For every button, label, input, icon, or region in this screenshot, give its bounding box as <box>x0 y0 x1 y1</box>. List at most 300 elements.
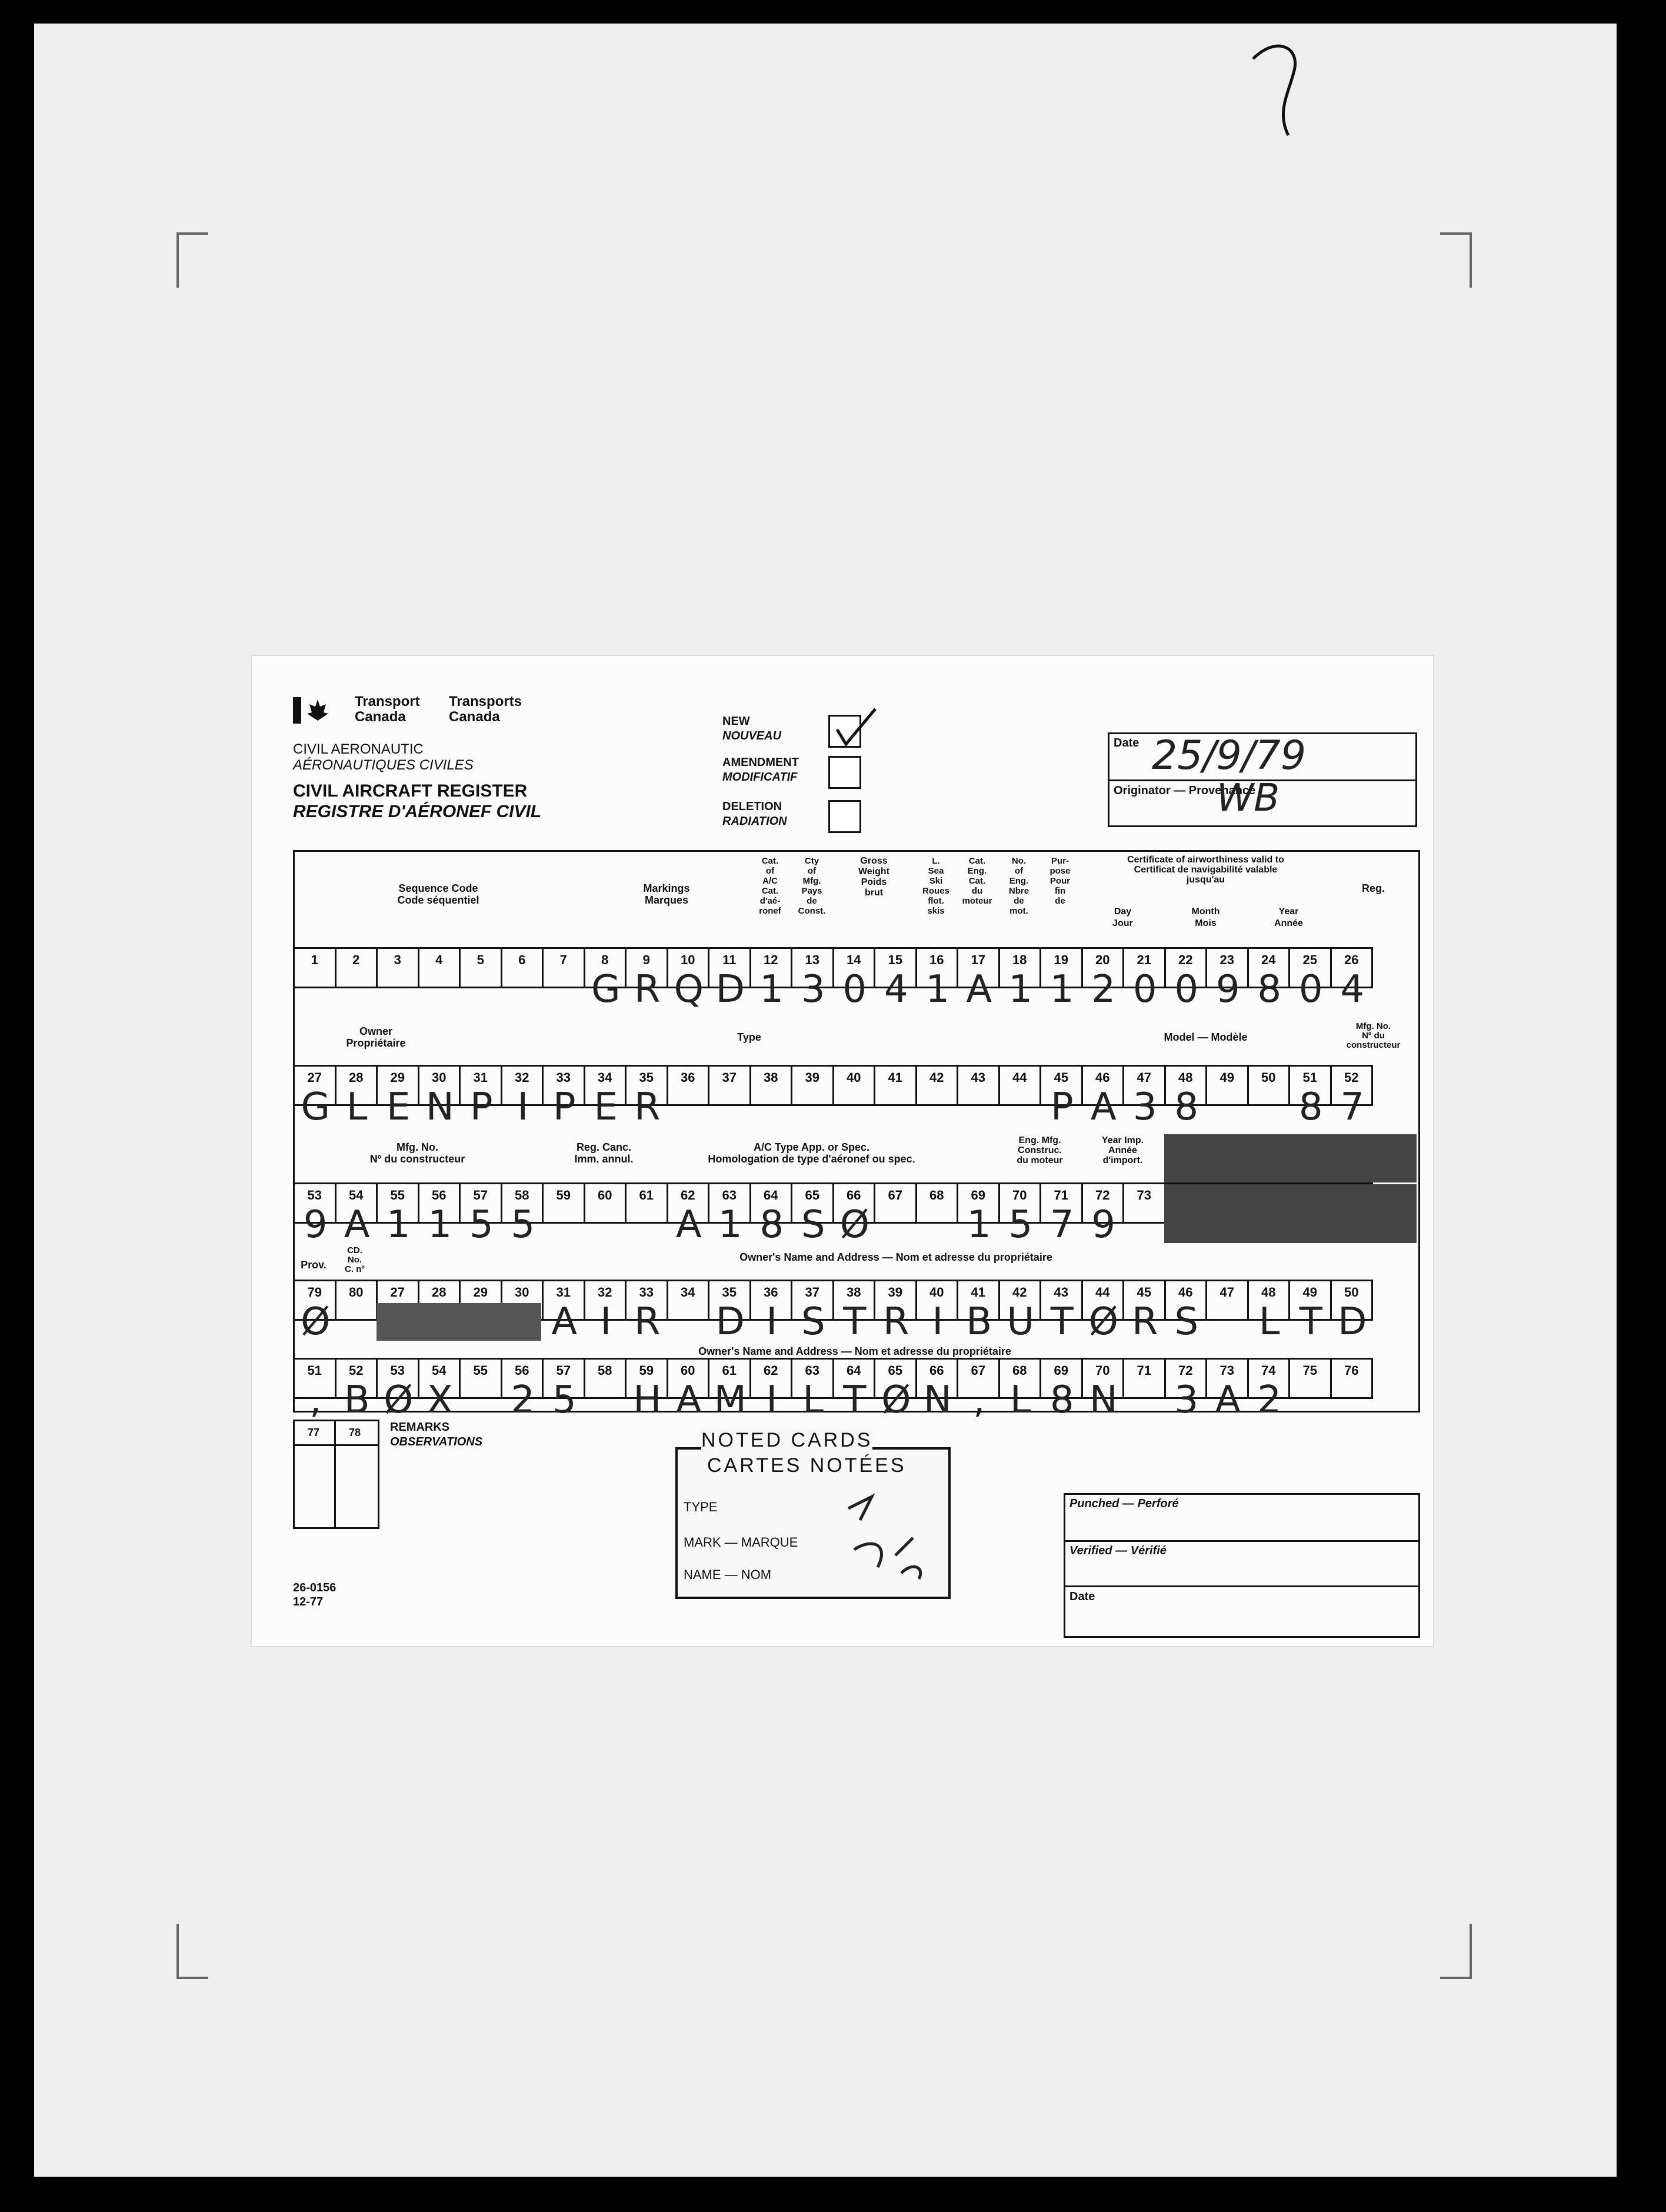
eng-mfg-header: Eng. Mfg. Construc. du moteur <box>1017 1135 1063 1165</box>
new-label: NEW <box>722 715 750 728</box>
amendment-checkbox[interactable] <box>828 756 861 789</box>
row1-cell-value[interactable] <box>544 970 585 1010</box>
row1-cell-value[interactable]: 4 <box>1340 968 1365 1011</box>
row2-cell-value[interactable]: 3 <box>1132 1085 1157 1129</box>
row4-cell-value[interactable]: T <box>1050 1300 1074 1344</box>
canada-flag-icon <box>293 697 334 724</box>
divider <box>1064 1585 1418 1587</box>
row5-cell-value[interactable]: Ø <box>384 1378 414 1422</box>
row3-column-number: 66 <box>834 1184 876 1222</box>
sequence-code-header: Sequence Code Code séquentiel <box>397 882 479 906</box>
row4-column-number: 36 <box>751 1281 793 1319</box>
date-value[interactable]: 25/9/79 <box>1152 732 1307 779</box>
row4-column-number: 35 <box>709 1281 751 1319</box>
row1-cell-value[interactable]: 0 <box>1132 968 1157 1011</box>
row3-cell-value[interactable] <box>917 1205 959 1245</box>
row3-cell-value[interactable]: 5 <box>1008 1203 1033 1247</box>
row1-cell-value[interactable]: 8 <box>1257 968 1282 1011</box>
row4-cell-value[interactable]: S <box>801 1300 825 1344</box>
deletion-label-fr: RADIATION <box>722 815 787 828</box>
row4-cell-value[interactable]: R <box>634 1300 661 1344</box>
row5-column-number: 62 <box>751 1360 793 1397</box>
row4-column-number: 79 <box>295 1281 336 1319</box>
row4-cell-value[interactable]: D <box>715 1300 745 1344</box>
row2-column-number: 36 <box>668 1067 710 1104</box>
lsea-ski-header: L. Sea Ski Roues flot. skis <box>922 856 949 916</box>
cty-mfg-header: Cty of Mfg. Pays de Const. <box>798 856 826 916</box>
row3-column-number: 65 <box>792 1184 834 1222</box>
crop-mark-bottom-right <box>1440 1924 1472 1979</box>
row4-cell-value[interactable]: L <box>1258 1300 1280 1344</box>
row1-cell-value[interactable]: G <box>591 968 621 1011</box>
row5-column-number: 66 <box>917 1360 959 1397</box>
row1-cell-value[interactable]: R <box>634 968 661 1011</box>
row1-cell-value[interactable]: Q <box>674 968 704 1011</box>
row5-column-number: 64 <box>834 1360 876 1397</box>
checkmark-icon <box>831 703 878 750</box>
row3-cell-value[interactable]: S <box>801 1203 825 1247</box>
row5-cell-value[interactable]: H <box>633 1378 662 1422</box>
month-header: Month Mois <box>1191 907 1220 928</box>
row2-values <box>295 1087 1373 1127</box>
row5-cell-value[interactable]: 5 <box>552 1378 577 1422</box>
row5-cell-value[interactable]: L <box>1009 1378 1031 1422</box>
processing-date-label: Date <box>1069 1590 1095 1603</box>
markings-header: Markings Marques <box>643 882 690 906</box>
row4-column-number: 31 <box>544 1281 585 1319</box>
row2-column-number: 28 <box>336 1067 378 1104</box>
row1-cell-value[interactable]: 1 <box>759 968 784 1011</box>
stamp-type-label: TYPE <box>684 1500 718 1514</box>
dept-en: CIVIL AERONAUTIC <box>293 741 424 757</box>
row1-column-number: 22 <box>1166 949 1208 987</box>
row2-column-number: 40 <box>834 1067 876 1104</box>
row5-cell-value[interactable]: B <box>344 1378 370 1422</box>
row3-cell-value[interactable]: 1 <box>718 1203 742 1247</box>
row1-column-number: 14 <box>834 949 876 987</box>
row4-column-number: 49 <box>1290 1281 1332 1319</box>
new-label-fr: NOUVEAU <box>722 729 782 742</box>
row2-cell-value[interactable]: 7 <box>1340 1085 1365 1129</box>
remarks-label-fr: OBSERVATIONS <box>390 1435 483 1448</box>
row3-column-number: 58 <box>502 1184 544 1222</box>
row1-cell-value[interactable]: A <box>966 968 992 1011</box>
row5-cell-value[interactable]: 2 <box>511 1378 535 1422</box>
date-label: Date <box>1114 737 1139 749</box>
row5-cell-value[interactable]: M <box>714 1378 747 1422</box>
row5-cell-value[interactable] <box>461 1380 502 1420</box>
row3-column-number: 71 <box>1041 1184 1083 1222</box>
row2-column-number: 46 <box>1083 1067 1125 1104</box>
row1-cell-value[interactable]: 3 <box>801 968 825 1011</box>
row1-column-number: 6 <box>502 949 544 987</box>
row5-column-number: 51 <box>295 1360 336 1397</box>
row2-cell-value[interactable]: P <box>469 1085 493 1129</box>
row4-cell-value[interactable]: I <box>932 1300 944 1344</box>
pen-mark-icon <box>1241 24 1324 153</box>
row2-cell-value[interactable]: N <box>425 1085 454 1129</box>
initials-mark-icon <box>837 1485 937 1585</box>
row4-cell-value[interactable] <box>668 1302 710 1342</box>
row2-column-number: 29 <box>378 1067 419 1104</box>
row5-cell-value[interactable]: X <box>427 1378 453 1422</box>
row5-cell-value[interactable]: I <box>766 1378 778 1422</box>
row5-column-number: 60 <box>668 1360 710 1397</box>
row1-values <box>295 970 1373 1010</box>
row1-cell-value[interactable] <box>419 970 461 1010</box>
row4-cell-value[interactable] <box>336 1302 378 1342</box>
row2-cell-value[interactable] <box>709 1087 751 1127</box>
row1-column-number: 24 <box>1249 949 1291 987</box>
row3-cell-value[interactable]: 1 <box>386 1203 411 1247</box>
row2-cell-value[interactable]: I <box>517 1085 529 1129</box>
noted-cards-stamp <box>675 1429 951 1599</box>
row5-cell-value[interactable]: A <box>675 1378 702 1422</box>
row1-column-number: 11 <box>709 949 751 987</box>
row1-column-number: 19 <box>1041 949 1083 987</box>
row3-cell-value[interactable]: 7 <box>1049 1203 1074 1247</box>
row5-column-number: 59 <box>627 1360 668 1397</box>
row2-cell-value[interactable]: 8 <box>1174 1085 1199 1129</box>
row4-cell-value[interactable]: D <box>1338 1300 1367 1344</box>
row5-column-number: 54 <box>419 1360 461 1397</box>
row2-column-number: 41 <box>875 1067 917 1104</box>
row1-column-number: 18 <box>1000 949 1042 987</box>
row3-column-number: 57 <box>461 1184 502 1222</box>
row5-column-number: 72 <box>1166 1360 1208 1397</box>
row4-column-number: 80 <box>336 1281 378 1319</box>
row4-cell-value[interactable]: R <box>1132 1300 1158 1344</box>
row2-column-number: 38 <box>751 1067 793 1104</box>
reg-header: Reg. <box>1361 882 1385 894</box>
row1-cell-value[interactable] <box>461 970 502 1010</box>
divider <box>1064 1540 1418 1542</box>
row2-cell-value[interactable] <box>1207 1087 1249 1127</box>
row2-column-number: 27 <box>295 1067 336 1104</box>
row3-column-number: 64 <box>751 1184 793 1222</box>
owner-address-header: Owner's Name and Address — Nom et adresse du propriétaire <box>739 1251 1052 1263</box>
row5-column-number: 69 <box>1041 1360 1083 1397</box>
row5-cell-value[interactable]: , <box>973 1378 985 1422</box>
row1-cell-value[interactable]: 1 <box>1049 968 1074 1011</box>
row1-cell-value[interactable] <box>295 970 336 1010</box>
stamp-mark-label: MARK — MARQUE <box>684 1535 798 1550</box>
row3-cell-value[interactable]: 8 <box>759 1203 784 1247</box>
row2-cell-value[interactable]: P <box>552 1085 576 1129</box>
row1-cell-value[interactable] <box>378 970 419 1010</box>
purpose-header: Pur- pose Pour fin de <box>1049 856 1071 906</box>
row1-column-number: 2 <box>336 949 378 987</box>
amendment-label: AMENDMENT <box>722 756 799 769</box>
row5-cell-value[interactable]: 8 <box>1049 1378 1074 1422</box>
row2-cell-value[interactable] <box>1249 1087 1291 1127</box>
row4-cell-value[interactable]: R <box>883 1300 909 1344</box>
row3-column-number: 68 <box>917 1184 959 1222</box>
row5-column-number: 55 <box>461 1360 502 1397</box>
row1-cell-value[interactable] <box>502 970 544 1010</box>
row4-column-number: 33 <box>627 1281 668 1319</box>
crop-mark-top-left <box>176 232 208 288</box>
stamp-title: NOTED CARDS <box>701 1429 873 1451</box>
prov-header: Prov. <box>301 1259 326 1271</box>
row3-column-number: 53 <box>295 1184 336 1222</box>
row5-column-number: 56 <box>502 1360 544 1397</box>
remarks-label: REMARKS <box>390 1421 450 1434</box>
row4-column-number: 50 <box>1332 1281 1374 1319</box>
row2-cell-value[interactable] <box>958 1087 1000 1127</box>
row1-column-number: 17 <box>958 949 1000 987</box>
row2-column-number: 31 <box>461 1067 502 1104</box>
row5-column-number: 65 <box>875 1360 917 1397</box>
punched-label: Punched — Perforé <box>1069 1497 1179 1510</box>
row2-cell-value[interactable]: E <box>386 1085 411 1129</box>
owner-header: Owner Propriétaire <box>346 1025 406 1049</box>
originator-value[interactable]: WB <box>1217 777 1280 820</box>
row3-column-number: 69 <box>958 1184 1000 1222</box>
row4-column-number: 37 <box>792 1281 834 1319</box>
row2-cell-value[interactable]: L <box>346 1085 368 1129</box>
processing-box <box>1064 1493 1420 1638</box>
row5-cell-value[interactable]: 2 <box>1257 1378 1282 1422</box>
logo-fr: Transports Canada <box>449 694 522 725</box>
row3-cell-value[interactable]: Ø <box>839 1203 869 1247</box>
row2-column-number: 51 <box>1290 1067 1332 1104</box>
row4-cell-value[interactable]: I <box>766 1300 778 1344</box>
remarks-number-78: 78 <box>348 1427 361 1438</box>
row4-column-number: 28 <box>419 1281 461 1319</box>
day-header: Day Jour <box>1112 907 1133 928</box>
model-header: Model — Modèle <box>1164 1031 1248 1043</box>
deletion-checkbox[interactable] <box>828 800 861 833</box>
row2-cell-value[interactable] <box>792 1087 834 1127</box>
row2-column-number: 49 <box>1207 1067 1249 1104</box>
mfg-no-3-header: Mfg. No. Nº du constructeur <box>369 1141 465 1165</box>
row4-column-number: 29 <box>461 1281 502 1319</box>
row2-cell-value[interactable]: R <box>634 1085 661 1129</box>
row3-cell-value[interactable] <box>1124 1205 1166 1245</box>
row4-cell-value[interactable]: Ø <box>301 1300 331 1344</box>
row3-column-number: 59 <box>544 1184 585 1222</box>
row5-cell-value[interactable]: 3 <box>1174 1378 1199 1422</box>
row2-cell-value[interactable]: G <box>301 1085 331 1129</box>
row4-column-number: 30 <box>502 1281 544 1319</box>
row1-cell-value[interactable]: 4 <box>884 968 908 1011</box>
row5-cell-value[interactable]: T <box>843 1378 867 1422</box>
row1-cell-value[interactable]: D <box>715 968 745 1011</box>
row3-cell-value[interactable]: 9 <box>1091 1203 1116 1247</box>
row2-column-number: 32 <box>502 1067 544 1104</box>
row1-cell-value[interactable]: 1 <box>925 968 950 1011</box>
row1-column-number: 21 <box>1124 949 1166 987</box>
row4-cell-value[interactable]: S <box>1174 1300 1199 1344</box>
ac-type-header: A/C Type App. or Spec. Homologation de type d'aéronef ou spec. <box>708 1141 915 1165</box>
row3-cell-value[interactable]: A <box>344 1203 370 1247</box>
deletion-label: DELETION <box>722 800 782 813</box>
title-fr: REGISTRE D'AÉRONEF CIVIL <box>293 802 542 821</box>
year-header: Year Année <box>1274 907 1303 928</box>
logo-en: Transport Canada <box>355 694 420 725</box>
row2-column-number: 43 <box>958 1067 1000 1104</box>
aircraft-register-card <box>252 656 1433 1646</box>
row2-column-number: 37 <box>709 1067 751 1104</box>
row3-cell-value[interactable] <box>627 1205 668 1245</box>
row4-cell-value[interactable]: T <box>1299 1300 1322 1344</box>
row3-cell-value[interactable]: 1 <box>428 1203 452 1247</box>
row2-cell-value[interactable]: A <box>1090 1085 1117 1129</box>
row1-column-number: 5 <box>461 949 502 987</box>
row4-column-number: 27 <box>378 1281 419 1319</box>
row1-column-number: 16 <box>917 949 959 987</box>
row1-column-number: 10 <box>668 949 710 987</box>
row2-cell-value[interactable] <box>875 1087 917 1127</box>
owner-address-2-header: Owner's Name and Address — Nom et adresse du propriétaire <box>698 1345 1011 1357</box>
shaded-block <box>376 1303 541 1341</box>
row4-column-number: 38 <box>834 1281 876 1319</box>
row2-column-number: 34 <box>585 1067 627 1104</box>
row3-cell-value[interactable] <box>875 1205 917 1245</box>
row4-cell-value[interactable]: A <box>551 1300 578 1344</box>
row5-column-number: 70 <box>1083 1360 1125 1397</box>
row5-column-number: 76 <box>1332 1360 1374 1397</box>
row1-cell-value[interactable]: 1 <box>1008 968 1033 1011</box>
row2-cell-value[interactable]: E <box>594 1085 618 1129</box>
row1-column-number: 8 <box>585 949 627 987</box>
row5-cell-value[interactable]: Ø <box>881 1378 911 1422</box>
row2-column-number: 33 <box>544 1067 585 1104</box>
row2-column-number: 39 <box>792 1067 834 1104</box>
row1-column-number: 12 <box>751 949 793 987</box>
row4-cell-value[interactable]: T <box>843 1300 867 1344</box>
row5-column-number: 75 <box>1290 1360 1332 1397</box>
row5-column-number: 68 <box>1000 1360 1042 1397</box>
row5-column-number: 67 <box>958 1360 1000 1397</box>
year-imp-header: Year Imp. Année d'import. <box>1101 1135 1144 1165</box>
row1-column-number: 1 <box>295 949 336 987</box>
row2-column-number: 47 <box>1124 1067 1166 1104</box>
row2-column-number: 44 <box>1000 1067 1042 1104</box>
shaded-block <box>1164 1184 1417 1243</box>
row1-column-number: 3 <box>378 949 419 987</box>
row1-column-number: 13 <box>792 949 834 987</box>
row4-column-number: 46 <box>1166 1281 1208 1319</box>
row5-column-number: 73 <box>1207 1360 1249 1397</box>
row1-column-number: 15 <box>875 949 917 987</box>
cat-ac-header: Cat. of A/C Cat. d'aé- ronef <box>759 856 781 916</box>
stamp-name-label: NAME — NOM <box>684 1567 772 1582</box>
amendment-label-fr: MODIFICATIF <box>722 771 798 784</box>
row5-column-number: 53 <box>378 1360 419 1397</box>
row1-cell-value[interactable] <box>336 970 378 1010</box>
row4-column-number: 32 <box>585 1281 627 1319</box>
row1-column-number: 26 <box>1332 949 1374 987</box>
row4-column-number: 48 <box>1249 1281 1291 1319</box>
row2-cell-value[interactable] <box>751 1087 793 1127</box>
row4-cell-value[interactable]: B <box>966 1300 992 1344</box>
cd-no-header: CD. No. C. nº <box>345 1245 365 1274</box>
row5-column-number: 52 <box>336 1360 378 1397</box>
row4-cell-value[interactable] <box>1207 1302 1249 1342</box>
row3-cell-value[interactable]: 9 <box>303 1203 328 1247</box>
row3-column-number: 55 <box>378 1184 419 1222</box>
row5-cell-value[interactable] <box>1124 1380 1166 1420</box>
row3-cell-value[interactable]: 1 <box>967 1203 991 1247</box>
row1-column-number: 25 <box>1290 949 1332 987</box>
crop-mark-top-right <box>1440 232 1472 288</box>
row2-column-number: 42 <box>917 1067 959 1104</box>
type-header: Type <box>737 1031 761 1043</box>
remarks-number-77: 77 <box>307 1427 320 1438</box>
row3-cell-value[interactable] <box>544 1205 585 1245</box>
row2-cell-value[interactable] <box>668 1087 710 1127</box>
row5-cell-value[interactable]: , <box>309 1378 322 1422</box>
row5-cell-value[interactable]: N <box>923 1378 952 1422</box>
row2-cell-value[interactable] <box>917 1087 959 1127</box>
row5-column-number: 74 <box>1249 1360 1291 1397</box>
title-en: CIVIL AIRCRAFT REGISTER <box>293 781 528 801</box>
row2-column-number: 50 <box>1249 1067 1291 1104</box>
mfg-no-header: Mfg. No. Nº du constructeur <box>1346 1021 1401 1050</box>
row5-cell-value[interactable] <box>1332 1380 1374 1420</box>
row5-cell-value[interactable] <box>585 1380 627 1420</box>
row4-column-number: 47 <box>1207 1281 1249 1319</box>
row1-column-number: 9 <box>627 949 668 987</box>
row3-cell-value[interactable]: A <box>675 1203 702 1247</box>
gross-weight-header: Gross Weight Poids brut <box>858 856 890 898</box>
row4-column-number: 34 <box>668 1281 710 1319</box>
row3-cell-value[interactable]: 5 <box>469 1203 494 1247</box>
cat-eng-header: Cat. Eng. Cat. du moteur <box>962 856 992 906</box>
row5-cell-value[interactable]: N <box>1089 1378 1118 1422</box>
row1-cell-value[interactable]: 0 <box>1298 968 1323 1011</box>
row5-cell-value[interactable]: L <box>802 1378 824 1422</box>
row4-cell-value[interactable]: U <box>1007 1300 1035 1344</box>
row2-cell-value[interactable] <box>834 1087 876 1127</box>
crop-mark-bottom-left <box>176 1924 208 1979</box>
row1-column-number: 23 <box>1207 949 1249 987</box>
row4-column-number: 42 <box>1000 1281 1042 1319</box>
row5-cell-value[interactable] <box>1290 1380 1332 1420</box>
row5-column-number: 71 <box>1124 1360 1166 1397</box>
dept-fr: AÉRONAUTIQUES CIVILES <box>293 757 474 773</box>
row3-column-number: 61 <box>627 1184 668 1222</box>
row4-cell-value[interactable]: I <box>600 1300 612 1344</box>
row5-cell-value[interactable]: A <box>1215 1378 1241 1422</box>
row4-column-number: 43 <box>1041 1281 1083 1319</box>
row4-column-number: 40 <box>917 1281 959 1319</box>
row3-column-number: 62 <box>668 1184 710 1222</box>
coa-header: Certificate of airworthiness valid to Certificat de navigabilité valable jusqu'au <box>1127 855 1284 885</box>
row2-cell-value[interactable] <box>1000 1087 1042 1127</box>
row2-column-number: 52 <box>1332 1067 1374 1104</box>
row2-cell-value[interactable]: 8 <box>1298 1085 1323 1129</box>
row5-column-number: 57 <box>544 1360 585 1397</box>
row2-column-number: 48 <box>1166 1067 1208 1104</box>
row3-column-number: 56 <box>419 1184 461 1222</box>
row1-cell-value[interactable]: 0 <box>1174 968 1199 1011</box>
row1-cell-value[interactable]: 0 <box>842 968 867 1011</box>
originator-label: Originator — Provenance <box>1114 784 1256 797</box>
row3-cell-value[interactable]: 5 <box>511 1203 535 1247</box>
verified-label: Verified — Vérifié <box>1069 1544 1167 1557</box>
row1-cell-value[interactable]: 2 <box>1091 968 1116 1011</box>
row2-column-number: 30 <box>419 1067 461 1104</box>
row1-cell-value[interactable]: 9 <box>1215 968 1240 1011</box>
row5-column-number: 61 <box>709 1360 751 1397</box>
reg-canc-header: Reg. Canc. Imm. annul. <box>574 1141 634 1165</box>
row4-cell-value[interactable]: Ø <box>1088 1300 1118 1344</box>
row2-cell-value[interactable]: P <box>1050 1085 1074 1129</box>
row3-cell-value[interactable] <box>585 1205 627 1245</box>
